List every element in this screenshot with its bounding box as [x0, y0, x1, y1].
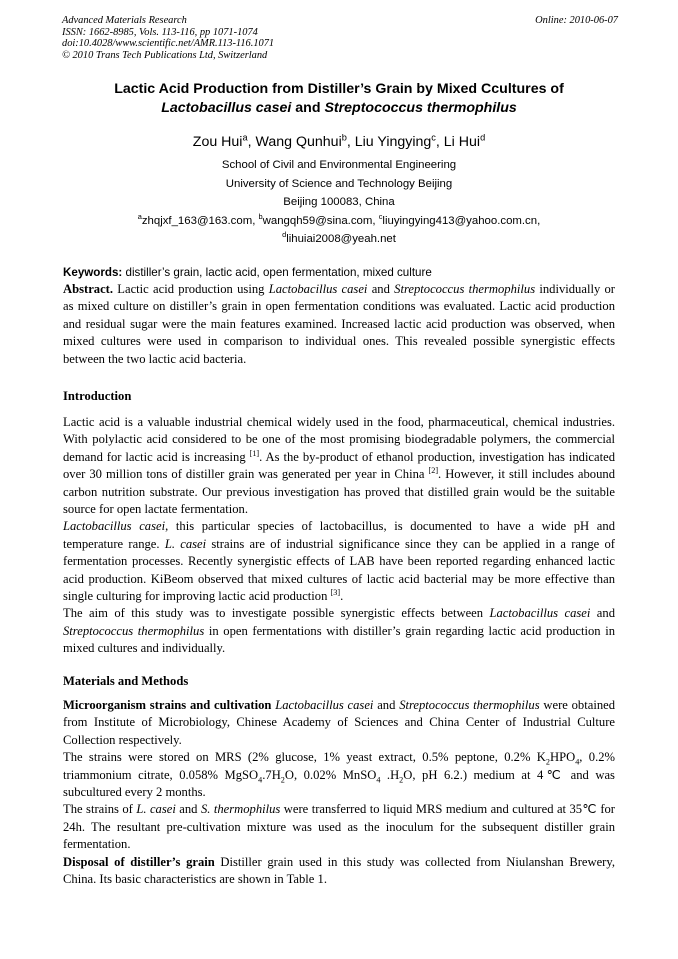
subscript: 2: [399, 775, 404, 785]
species-name: Streptococcus thermophilus: [399, 698, 540, 712]
author-mark: b: [341, 132, 347, 143]
abstract-text: Lactic acid production using: [113, 282, 269, 296]
body-text: were transferred to liquid MRS medium and cultured at 35℃ for 24h. The resultant pre-cultivation mixture was used as the inoculum for the subsequent distiller grain fermentation.: [63, 802, 615, 852]
author-mark: a: [242, 132, 248, 143]
citation: [1]: [249, 448, 260, 458]
methods-paragraph-2: [63, 749, 615, 801]
author-name: Zou Hui: [192, 134, 243, 150]
journal-name: Advanced Materials Research: [62, 15, 187, 26]
body-text: and: [175, 802, 201, 817]
species-name: L. casei: [164, 536, 207, 551]
species-name: Lactobacillus casei: [63, 519, 166, 534]
body-text: . However, it still includes abound carbon nutrition substrate. Our previous investigation has proved that distilled grain would be the suitable source for open lactate fermentation.: [63, 467, 615, 517]
author-mark: d: [480, 132, 486, 143]
introduction-section: [63, 414, 615, 658]
title-line-2: [40, 99, 638, 118]
author-mark: c: [431, 132, 436, 143]
body-text: O, 0.02% MnSO: [284, 767, 377, 782]
abstract-text: and: [367, 282, 395, 296]
email-d: lihuiai2008@yeah.net: [286, 233, 396, 246]
title-and: and: [291, 100, 325, 116]
body-text: The aim of this study was to investigate possible synergistic effects between: [63, 606, 490, 621]
email-mark: d: [282, 230, 287, 240]
species-name: Lactobacillus casei: [268, 282, 368, 296]
subsection-lead: Disposal of distiller’s grain: [63, 854, 215, 869]
subscript: 4: [258, 775, 263, 785]
author-name: Liu Yingying: [354, 134, 432, 150]
author-name: Wang Qunhui: [255, 134, 342, 150]
species-name: Streptococcus thermophilus: [63, 623, 205, 638]
paper-title: [40, 80, 638, 118]
abstract-text: individually or as mixed culture on distiller’s grain in open fermentation conditions was evaluated. Lactic acid production and residual sugar were the main features examined. Increased lactic acid production was observed, when mixed cultures were used in comparison to individual ones. This revealed possible synergistic effects between the two lactic acid bacteria.: [63, 282, 616, 366]
copyright-line: © 2010 Trans Tech Publications Ltd, Switzerland: [62, 49, 268, 61]
abstract-label: Abstract.: [63, 282, 114, 296]
body-text: .7H: [262, 767, 281, 782]
species-name: Lactobacillus casei: [275, 698, 374, 712]
methods-paragraph-3: [63, 801, 615, 853]
body-text: strains are of industrial significance since they can be applied in a range of fermentation processes. Recently synergistic effects of LAB have been reported regarding enhanced lactic acid production. KiBeom observed that mixed cultures of lactic acid bacterial may be more effective than single culturing for improving lactic acid production: [63, 536, 615, 604]
email-c: liuyingying413@yahoo.com.cn,: [382, 214, 541, 227]
methods-section: [63, 697, 615, 888]
intro-paragraph-2: [63, 518, 615, 605]
subsection-lead: Microorganism strains and cultivation: [63, 698, 272, 712]
affiliation-university: University of Science and Technology Beijing: [225, 177, 453, 190]
body-text: Lactic acid is a valuable industrial chemical widely used in the food, pharmaceutical, chemical industries. With polylactic acid considered to be one of the most promising biodegradable polymers, the commercial demand for lactic acid is increasing: [63, 415, 615, 464]
email-mark: a: [137, 211, 142, 221]
body-text: .: [340, 589, 344, 604]
subscript: 2: [545, 757, 550, 767]
online-date: Online: 2010-06-07: [535, 15, 618, 26]
body-text: and: [590, 606, 615, 621]
abstract: [63, 281, 615, 368]
title-species-1: Lactobacillus casei: [161, 100, 292, 116]
email-a: zhqjxf_163@163.com,: [141, 214, 256, 227]
email-b: wangqh59@sina.com,: [262, 214, 376, 227]
abstract-paragraph: [63, 281, 615, 368]
body-text: were obtained from Institute of Microbiology, Chinese Academy of Sciences and China Center of Industrial Culture Collection respectively.: [63, 698, 615, 747]
keywords-label: Keywords:: [63, 266, 123, 279]
citation: [3]: [330, 587, 341, 597]
subscript: 4: [575, 757, 580, 767]
methods-heading: Materials and Methods: [63, 674, 189, 688]
body-text: Distiller grain used in this study was collected from Niulanshan Brewery, China. Its basic characteristics are shown in Table 1.: [63, 854, 616, 887]
species-name: Lactobacillus casei: [489, 606, 591, 621]
author-name: Li Hui: [443, 134, 481, 150]
intro-paragraph-1: [63, 414, 615, 518]
body-text: and: [373, 698, 400, 712]
introduction-heading: Introduction: [63, 389, 132, 403]
species-name: Streptococcus thermophilus: [394, 282, 536, 296]
body-text: The strains of: [63, 802, 137, 817]
keywords-text: distiller’s grain, lactic acid, open fermentation, mixed culture: [122, 266, 432, 279]
methods-paragraph-1: [63, 697, 615, 749]
affiliation-city: Beijing 100083, China: [283, 196, 395, 209]
affiliation-emails-2: [0, 230, 678, 249]
author-list: Zou Hui$^a$, Wang Qunhui$^b$, Liu Yingying$^c$, Li Hui$^d$: [192, 132, 486, 150]
affiliation-school: School of Civil and Environmental Engineering: [221, 159, 457, 171]
body-text: .H: [380, 767, 400, 782]
methods-paragraph-4: [63, 854, 615, 889]
species-name: S. thermophilus: [200, 802, 281, 817]
keywords: [63, 264, 615, 281]
title-line-1: Lactic Acid Production from Distiller’s Grain by Mixed Ccultures of: [114, 81, 564, 97]
body-text: The strains were stored on MRS (2% glucose, 1% yeast extract, 0.5% peptone, 0.2% K: [63, 750, 546, 765]
affiliation-emails: [0, 212, 678, 231]
email-mark: c: [378, 211, 383, 221]
species-name: L. casei: [136, 802, 176, 817]
affiliation-block: [0, 156, 678, 249]
journal-header: [62, 15, 618, 61]
body-text: O, pH 6.2.) medium at 4℃ and was subcultured every 2 months.: [63, 767, 615, 800]
title-species-2: Streptococcus thermophilus: [324, 100, 517, 116]
citation: [2]: [428, 466, 439, 476]
body-text: , 0.2% triammonium citrate, 0.058% MgSO: [63, 750, 616, 782]
body-text: . As the by-product of ethanol production, investigation has indicated over 30 million tons of distiller grain was generated per year in China: [63, 449, 616, 482]
body-text: , this particular species of lactobacillus, is documented to have a wide pH and temperature range.: [63, 519, 615, 551]
body-text: in open fermentations with distiller’s grain regarding lactic acid production in mixed cultures and individually.: [63, 623, 615, 656]
subscript: 4: [376, 775, 381, 785]
body-text: HPO: [549, 750, 576, 765]
issn-line: ISSN: 1662-8985, Vols. 113-116, pp 1071-1074: [62, 26, 258, 38]
email-mark: b: [258, 211, 263, 221]
intro-paragraph-3: [63, 605, 615, 657]
subscript: 2: [280, 775, 285, 785]
doi-line: doi:10.4028/www.scientific.net/AMR.113-116.1071: [62, 38, 275, 50]
